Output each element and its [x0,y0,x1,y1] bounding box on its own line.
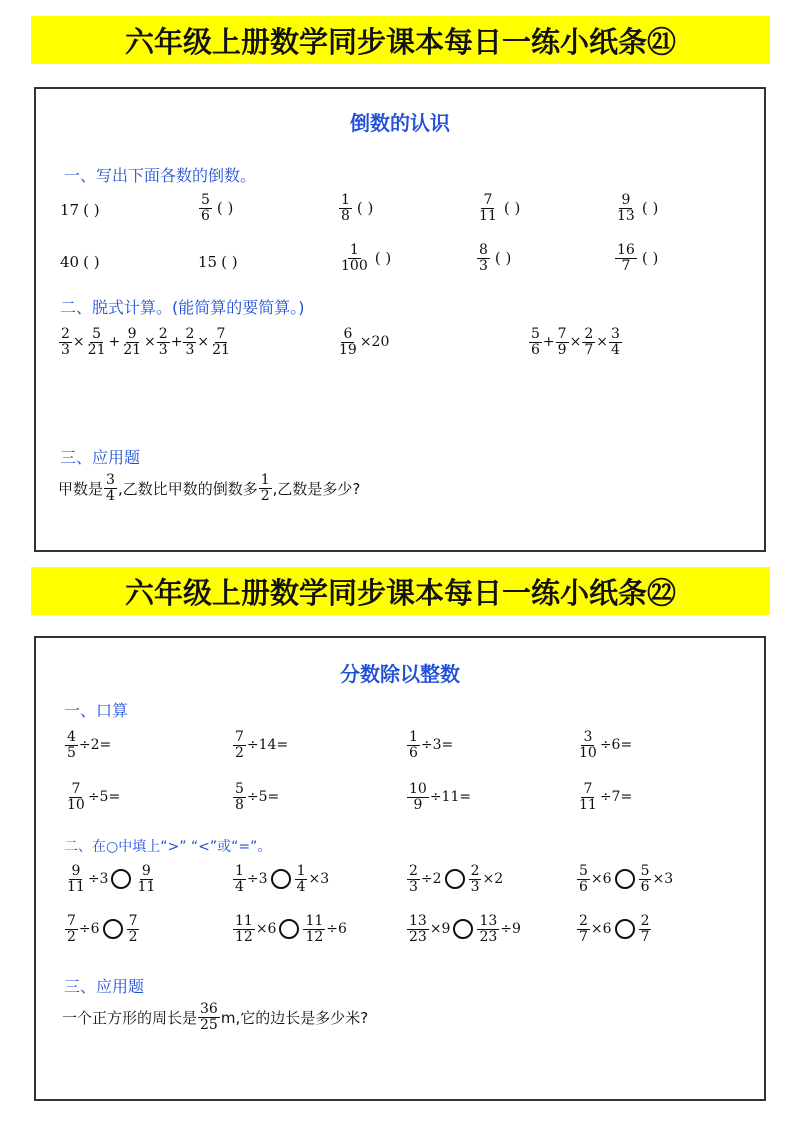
numerator: 1 [235,863,244,879]
sheet22-panel [34,636,766,1101]
fraction [337,327,359,357]
compare-circle[interactable] [615,869,635,889]
answer-blank: ( ) [221,253,238,271]
numerator: 2 [640,913,650,929]
problem-text: ,乙数是多少? [272,479,361,498]
denominator: 4 [610,341,620,358]
numerator: 1 [296,863,306,879]
denominator: 2 [67,928,76,945]
fraction [477,914,499,944]
oral-calc-item [232,782,279,812]
denominator: 13 [617,207,635,224]
compare-item [232,864,329,894]
denominator: 11 [479,207,497,224]
denominator: 6 [409,744,418,761]
fraction [615,193,637,223]
numerator: 9 [71,863,81,879]
fraction [183,327,196,357]
numerator: 5 [640,863,650,879]
compare-item [576,914,652,944]
numerator: 1 [409,729,418,745]
sheet22-section2-heading: 二、在○中填上“>” “<”或“=”。 [64,839,272,855]
numerator: 8 [479,242,488,258]
denominator: 100 [341,257,368,274]
fraction [65,730,78,760]
fraction [582,327,595,357]
operator: + [542,334,555,351]
operator: ×3 [652,871,674,888]
sheet22-section3-heading: 三、应用题 [64,977,145,996]
numerator: 6 [343,326,353,342]
numerator: 13 [409,913,427,929]
problem-text: 甲数是 [58,479,104,498]
fraction [339,243,370,273]
operator: + [170,334,183,351]
oral-calc-item [64,730,111,760]
denominator: 2 [235,744,244,761]
denominator: 6 [640,878,650,895]
sheet21-panel [34,87,766,552]
compare-item [64,914,140,944]
numerator: 1 [260,472,270,488]
fraction [233,914,255,944]
denominator: 21 [87,341,106,358]
operator: × [72,334,85,351]
reciprocal-item [198,253,238,271]
reciprocal-item [60,201,100,219]
reciprocal-item [60,253,100,271]
numerator: 11 [235,913,253,929]
fraction [407,782,429,812]
answer-blank: ( ) [83,253,100,271]
numerator: 7 [71,781,81,797]
denominator: 10 [579,744,597,761]
denominator: 3 [479,257,488,274]
compare-circle[interactable] [453,919,473,939]
fraction [199,193,212,223]
operator: ÷11= [429,789,472,806]
numerator: 2 [470,863,480,879]
denominator: 10 [67,796,85,813]
denominator: 8 [341,207,350,224]
denominator: 23 [479,928,498,945]
denominator: 6 [579,878,588,895]
reciprocal-item [614,243,658,273]
answer-blank: ( ) [374,249,392,268]
calc-expression-1 [58,327,233,357]
answer-blank: ( ) [494,249,512,268]
compare-circle[interactable] [615,919,635,939]
fraction [639,914,652,944]
numerator: 7 [216,326,226,342]
fraction [556,327,569,357]
fraction [86,327,108,357]
fraction [259,473,272,503]
reciprocal-item [338,193,373,223]
numerator: 5 [531,326,540,342]
fraction [233,730,246,760]
numerator: 1 [341,192,350,208]
operator: ×20 [359,334,390,351]
denominator: 11 [137,878,156,895]
fraction [121,327,143,357]
operator: ÷9 [500,921,521,938]
compare-circle[interactable] [279,919,299,939]
operator: ×6 [590,871,612,888]
numerator: 4 [67,729,76,745]
numerator: 7 [483,192,493,208]
operator: ÷14= [246,737,289,754]
operator: ×6 [590,921,612,938]
fraction [407,914,429,944]
compare-item [232,914,347,944]
reciprocal-item [338,243,391,273]
fraction [65,782,87,812]
denominator: 2 [260,487,270,504]
denominator: 7 [640,928,650,945]
fraction [477,193,499,223]
fraction [577,914,590,944]
numerator: 5 [201,192,210,208]
numerator: 7 [583,781,593,797]
denominator: 12 [235,928,253,945]
operator: × [596,334,608,351]
operator: ÷7= [599,789,633,806]
fraction [577,782,599,812]
oral-calc-item [232,730,288,760]
denominator: 4 [106,487,115,504]
numerator: 5 [579,863,588,879]
fraction [577,864,590,894]
oral-calc-item [406,782,471,812]
reciprocal-item [476,193,520,223]
fraction [469,864,482,894]
numerator: 2 [579,913,588,929]
number: 40 [60,253,80,271]
operator: ÷2 [420,871,442,888]
operator: ÷3= [420,737,454,754]
compare-item [406,914,521,944]
numerator: 2 [185,326,195,342]
denominator: 23 [409,928,427,945]
operator: ÷3 [87,871,109,888]
numerator: 7 [67,913,76,929]
denominator: 21 [212,341,230,358]
reciprocal-item [614,193,658,223]
operator: + [108,334,121,351]
denominator: 2 [128,928,138,945]
answer-blank: ( ) [356,199,374,218]
numerator: 2 [409,863,418,879]
sheet21-section1-heading: 一、写出下面各数的倒数。 [64,166,257,185]
operator: × [569,334,582,351]
denominator: 4 [296,878,306,895]
operator: ÷5= [87,789,121,806]
operator: ÷2= [78,737,112,754]
reciprocal-item [476,243,511,273]
sheet21-banner: 六年级上册数学同步课本每日一练小纸条㉑ [31,16,770,64]
reciprocal-item [198,193,233,223]
operator: ÷6 [78,921,100,938]
denominator: 6 [531,341,540,358]
numerator: 7 [128,913,138,929]
denominator: 5 [67,744,76,761]
compare-circle[interactable] [111,869,131,889]
denominator: 7 [584,341,594,358]
compare-item [576,864,673,894]
number: 15 [198,253,218,271]
denominator: 11 [579,796,597,813]
operator: ÷6= [599,737,633,754]
denominator: 7 [579,928,588,945]
denominator: 12 [305,928,324,945]
fraction [407,730,420,760]
fraction [477,243,490,273]
denominator: 3 [409,878,418,895]
word-problem [58,473,360,503]
denominator: 3 [158,341,168,358]
sheet21-section3-heading: 三、应用题 [60,448,141,467]
fraction [157,327,170,357]
denominator: 9 [413,796,423,813]
number: 17 [60,201,80,219]
numerator: 3 [610,326,620,342]
sheet22-section1-heading: 一、口算 [64,701,129,720]
fraction [339,193,352,223]
operator: ÷6 [326,921,347,938]
problem-text: m,它的边长是多少米? [220,1008,369,1027]
denominator: 21 [123,341,142,358]
fraction [65,864,87,894]
sheet22-title: 分数除以整数 [340,662,460,686]
fraction [233,782,246,812]
compare-item [64,864,158,894]
sheet21-section2-heading: 二、脱式计算。(能简算的要简算。) [60,298,305,317]
fraction [407,864,420,894]
fraction [233,864,246,894]
operator: ×2 [482,871,504,888]
calc-expression-3 [528,327,623,357]
fraction [65,914,78,944]
numerator: 7 [235,729,244,745]
numerator: 13 [479,913,498,929]
numerator: 9 [621,192,631,208]
operator: ×6 [255,921,277,938]
compare-circle[interactable] [445,869,465,889]
numerator: 36 [200,1001,218,1017]
denominator: 3 [185,341,195,358]
numerator: 2 [158,326,168,342]
numerator: 3 [583,729,593,745]
oral-calc-item [64,782,120,812]
operator: × [144,334,156,351]
numerator: 5 [235,781,244,797]
sheet21-title: 倒数的认识 [350,111,450,135]
numerator: 3 [106,472,115,488]
numerator: 2 [584,326,594,342]
denominator: 3 [470,878,480,895]
compare-circle[interactable] [271,869,291,889]
fraction [135,864,157,894]
fraction [127,914,140,944]
numerator: 9 [141,863,151,879]
numerator: 7 [557,326,567,342]
operator: ÷5= [246,789,280,806]
oral-calc-item [576,730,632,760]
fraction [609,327,622,357]
oral-calc-item [406,730,453,760]
fraction [577,730,599,760]
word-problem [62,1002,368,1032]
denominator: 4 [235,878,244,895]
operator: ×3 [308,871,330,888]
oral-calc-item [576,782,632,812]
answer-blank: ( ) [216,199,234,218]
denominator: 3 [61,341,70,358]
denominator: 8 [235,796,244,813]
denominator: 7 [621,257,631,274]
problem-text: ,乙数比甲数的倒数多 [117,479,258,498]
answer-blank: ( ) [641,249,659,268]
compare-item [406,864,503,894]
fraction [59,327,72,357]
problem-text: 一个正方形的周长是 [62,1008,198,1027]
numerator: 10 [409,781,427,797]
operator: ×9 [429,921,451,938]
denominator: 9 [557,341,567,358]
fraction [303,914,325,944]
numerator: 5 [92,326,102,342]
answer-blank: ( ) [83,201,100,219]
numerator: 2 [61,326,70,342]
answer-blank: ( ) [641,199,659,218]
fraction [104,473,117,503]
denominator: 6 [201,207,210,224]
denominator: 11 [67,878,85,895]
numerator: 9 [127,326,137,342]
numerator: 16 [617,242,635,258]
compare-circle[interactable] [103,919,123,939]
numerator: 11 [305,913,324,929]
fraction [295,864,308,894]
fraction [210,327,232,357]
answer-blank: ( ) [503,199,521,218]
fraction [615,243,637,273]
numerator: 1 [349,242,359,258]
denominator: 25 [200,1016,218,1033]
denominator: 19 [339,341,357,358]
fraction [529,327,542,357]
operator: × [197,334,210,351]
fraction [639,864,652,894]
calc-expression-2 [336,327,389,357]
sheet22-banner: 六年级上册数学同步课本每日一练小纸条㉒ [31,567,770,615]
operator: ÷3 [246,871,268,888]
fraction [198,1002,220,1032]
